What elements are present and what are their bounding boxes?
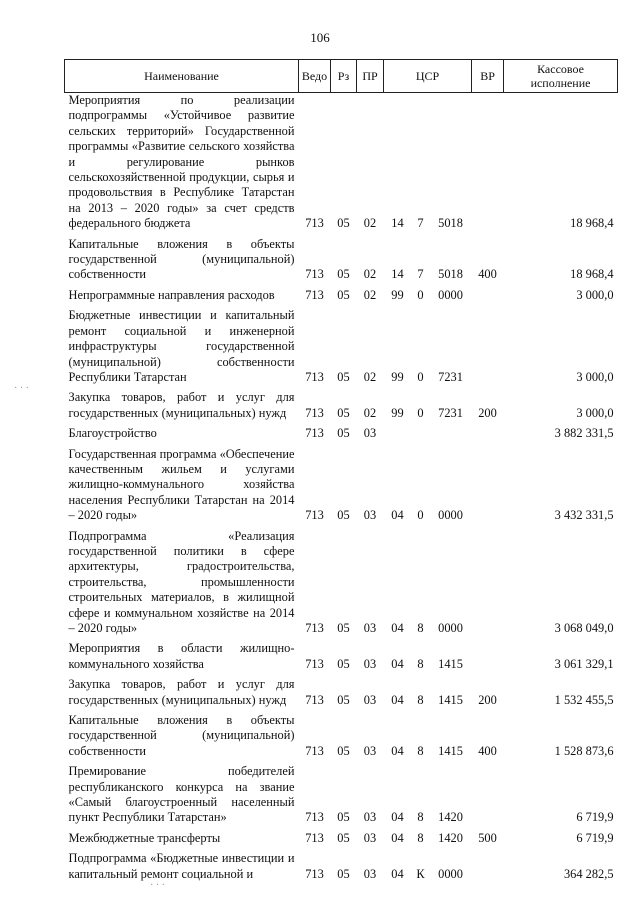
row-pr: 03 <box>363 656 377 671</box>
row-csr-subprogram: 0 <box>417 287 424 302</box>
row-amount: 3 882 331,5 <box>554 426 614 441</box>
row-pr: 02 <box>363 216 377 231</box>
row-csr-direction <box>430 426 472 446</box>
row-rz: 05 <box>337 267 350 282</box>
table-row <box>65 288 618 308</box>
row-csr-program: 14 <box>391 216 404 231</box>
row-pr: 02 <box>363 267 377 282</box>
page-number: 106 <box>310 30 330 45</box>
row-vr: 200 <box>478 405 497 420</box>
row-rz: 05 <box>337 692 350 707</box>
row-csr-direction: 1420 <box>438 810 463 825</box>
header-vr: ВР <box>472 60 504 93</box>
row-name: Мероприятия в области жилищно-коммунального хозяйства <box>68 641 295 671</box>
row-vr <box>472 426 504 446</box>
row-amount: 1 528 873,6 <box>554 743 614 758</box>
row-csr-subprogram: 8 <box>417 743 424 758</box>
row-csr-subprogram: 8 <box>417 692 424 707</box>
row-vr: 400 <box>478 267 497 282</box>
row-vr: 200 <box>478 692 497 707</box>
row-rz: 05 <box>337 866 350 881</box>
row-rz: 05 <box>337 369 350 384</box>
row-rz: 05 <box>337 743 350 758</box>
row-pr: 03 <box>363 830 377 845</box>
row-name: Подпрограмма «Бюджетные инвестиции и капитальный ремонт социальной и <box>68 851 295 881</box>
row-name: Закупка товаров, работ и услуг для государственных (муниципальных) нужд <box>68 677 295 707</box>
row-ved: 713 <box>305 810 324 825</box>
row-amount: 1 532 455,5 <box>554 692 614 707</box>
row-rz: 05 <box>337 621 350 635</box>
row-pr: 03 <box>363 426 377 441</box>
row-name: Мероприятия по реализации подпрограммы «Устойчивое развитие сельских территорий» Государственной программы «Развитие сельского хозяйства и регулирование рынков сельскохозяйственной продукции, сырья и продовольствия в Республике Татарстан на 2013 – 2020 годы» за счет средств федерального бюджета <box>68 93 295 231</box>
row-csr-program: 04 <box>391 656 404 671</box>
row-ved: 713 <box>305 287 324 302</box>
header-name: Наименование <box>65 60 299 93</box>
row-vr: 400 <box>478 743 497 758</box>
scan-mark: · · · <box>14 383 29 394</box>
table-row <box>65 713 618 764</box>
row-amount: 3 068 049,0 <box>554 621 614 635</box>
row-rz: 05 <box>337 405 350 420</box>
row-vr <box>472 288 504 308</box>
table-row <box>65 851 618 887</box>
table-row <box>65 447 618 529</box>
table-row <box>65 308 618 390</box>
header-kassovoe: Кассовое исполнение <box>504 60 618 93</box>
row-ved: 713 <box>305 692 324 707</box>
row-ved: 713 <box>305 656 324 671</box>
row-rz: 05 <box>337 426 350 441</box>
row-vr <box>472 764 504 831</box>
row-csr-program: 99 <box>391 369 404 384</box>
row-csr-direction: 5018 <box>438 216 463 231</box>
table-row <box>65 529 618 642</box>
table-row <box>65 764 618 831</box>
row-ved: 713 <box>305 866 324 881</box>
budget-table <box>64 59 618 887</box>
row-amount: 364 282,5 <box>563 866 614 881</box>
row-rz: 05 <box>337 287 350 302</box>
row-csr-program: 04 <box>391 692 404 707</box>
row-name: Капитальные вложения в объекты государственной (муниципальной) собственности <box>68 236 295 282</box>
row-csr-subprogram: К <box>416 866 425 881</box>
header-csr: ЦСР <box>384 60 472 93</box>
row-csr-subprogram: 0 <box>417 405 424 420</box>
row-csr-direction: 5018 <box>438 267 463 282</box>
row-csr-direction: 0000 <box>438 621 463 635</box>
row-amount: 6 719,9 <box>576 830 614 845</box>
row-csr-subprogram <box>412 426 430 446</box>
table-row <box>65 641 618 677</box>
row-csr-subprogram: 8 <box>417 656 424 671</box>
row-name: Бюджетные инвестиции и капитальный ремонт социальной и инженерной инфраструктуры государственной (муниципальной) собственности Республики Татарстан <box>68 308 295 384</box>
row-csr-program <box>384 426 412 446</box>
row-name: Благоустройство <box>68 426 157 441</box>
row-amount: 3 061 329,1 <box>554 656 614 671</box>
row-csr-subprogram: 0 <box>417 508 424 523</box>
table-body <box>65 93 618 888</box>
row-vr <box>472 641 504 677</box>
row-amount: 3 000,0 <box>576 405 614 420</box>
row-csr-program: 04 <box>391 830 404 845</box>
table-row <box>65 426 618 446</box>
row-csr-subprogram: 8 <box>417 810 424 825</box>
table-row <box>65 390 618 426</box>
row-csr-direction: 0000 <box>438 287 463 302</box>
row-pr: 02 <box>363 405 377 420</box>
row-vr <box>472 308 504 390</box>
row-csr-direction: 0000 <box>438 866 463 881</box>
row-pr: 03 <box>363 621 377 635</box>
row-csr-program: 04 <box>391 621 404 635</box>
row-csr-direction: 1415 <box>438 656 463 671</box>
row-name: Премирование победителей республиканского конкурса на звание «Самый благоустроенный населенный пункт Республики Татарстан» <box>68 764 295 825</box>
row-csr-program: 04 <box>391 810 404 825</box>
row-pr: 03 <box>363 866 377 881</box>
row-rz: 05 <box>337 830 350 845</box>
row-name: Закупка товаров, работ и услуг для государственных (муниципальных) нужд <box>68 390 295 420</box>
table-row <box>65 831 618 851</box>
row-name: Межбюджетные трансферты <box>68 830 221 845</box>
row-csr-subprogram: 8 <box>417 621 424 635</box>
row-amount: 3 432 331,5 <box>554 508 614 523</box>
row-csr-subprogram: 7 <box>417 267 424 282</box>
row-name: Государственная программа «Обеспечение качественным жильем и услугами жилищно-коммунального хозяйства населения Республики Татарстан на 2014 – 2020 годы» <box>68 446 295 523</box>
row-csr-direction: 1415 <box>438 743 463 758</box>
row-csr-program: 99 <box>391 405 404 420</box>
table-header <box>65 60 618 93</box>
header-pr: ПР <box>357 60 384 93</box>
row-amount: 3 000,0 <box>576 369 614 384</box>
row-ved: 713 <box>305 426 324 441</box>
row-csr-direction: 0000 <box>438 508 463 523</box>
row-rz: 05 <box>337 508 350 523</box>
row-amount: 3 000,0 <box>576 287 614 302</box>
row-ved: 713 <box>305 216 324 231</box>
row-vr: 500 <box>478 830 497 845</box>
table-row <box>65 93 618 237</box>
row-rz: 05 <box>337 810 350 825</box>
row-csr-direction: 7231 <box>438 405 463 420</box>
row-pr: 03 <box>363 743 377 758</box>
row-csr-subprogram: 7 <box>417 216 424 231</box>
row-csr-program: 99 <box>391 287 404 302</box>
row-name: Непрограммные направления расходов <box>68 287 275 302</box>
row-csr-direction: 7231 <box>438 369 463 384</box>
table-row <box>65 237 618 288</box>
row-vr <box>472 851 504 887</box>
scan-mark: · · · <box>150 880 165 891</box>
row-csr-direction: 1415 <box>438 692 463 707</box>
header-rz: Рз <box>331 60 357 93</box>
row-pr: 03 <box>363 508 377 523</box>
row-ved: 713 <box>305 743 324 758</box>
row-ved: 713 <box>305 405 324 420</box>
row-ved: 713 <box>305 508 324 523</box>
row-ved: 713 <box>305 267 324 282</box>
row-csr-program: 14 <box>391 267 404 282</box>
row-amount: 18 968,4 <box>570 216 614 231</box>
row-vr <box>472 529 504 642</box>
row-rz: 05 <box>337 656 350 671</box>
row-ved: 713 <box>305 369 324 384</box>
row-vr <box>472 447 504 529</box>
row-csr-subprogram: 0 <box>417 369 424 384</box>
row-amount: 18 968,4 <box>570 267 614 282</box>
row-amount: 6 719,9 <box>576 810 614 825</box>
row-rz: 05 <box>337 216 350 231</box>
row-ved: 713 <box>305 830 324 845</box>
header-ved: Ведо <box>299 60 331 93</box>
row-name: Подпрограмма «Реализация государственной политики в сфере архитектуры, градостроительства, строительства, промышленности строительных материалов, в жилищной сфере и коммунальном хозяйстве на 2014 – 2020 годы» <box>68 528 295 635</box>
row-csr-direction: 1420 <box>438 830 463 845</box>
row-csr-program: 04 <box>391 866 404 881</box>
row-pr: 03 <box>363 692 377 707</box>
row-pr: 03 <box>363 810 377 825</box>
row-pr: 02 <box>363 369 377 384</box>
row-pr: 02 <box>363 287 377 302</box>
row-vr <box>472 93 504 237</box>
table-row <box>65 677 618 713</box>
row-csr-program: 04 <box>391 508 404 523</box>
row-name: Капитальные вложения в объекты государственной (муниципальной) собственности <box>68 713 295 758</box>
row-ved: 713 <box>305 621 324 635</box>
row-csr-program: 04 <box>391 743 404 758</box>
row-csr-subprogram: 8 <box>417 830 424 845</box>
